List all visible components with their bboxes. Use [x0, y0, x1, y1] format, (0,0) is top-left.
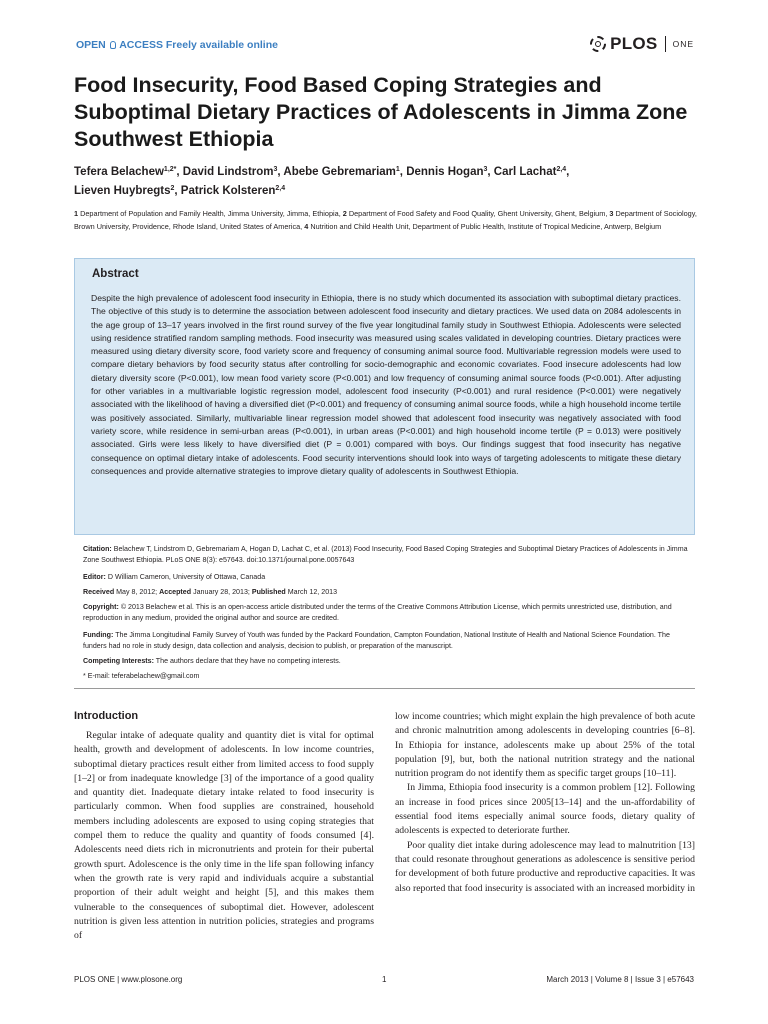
open-access-banner	[76, 39, 278, 51]
copyright: Copyright: © 2013 Belachew et al. This is an open-access article distributed under the terms of the Creative Commons Attribution License, which permits unrestricted use, distribution, and reproduction in any medium, provided the original author and source are credited.	[83, 603, 672, 622]
intro-paragraph: low income countries; which might explain the high prevalence of both acute and chronic malnutrition among adolescents in developing countries [6–8]. In Ethiopia for instance, adolescents make up about 25% of the total population [9], but, both the national nutrition strategy and the national nutrition program do not identify them as specific target groups [10–11].	[395, 711, 695, 780]
corresponding-email[interactable]: * E-mail: teferabelachew@gmail.com	[83, 672, 200, 680]
author: Carl Lachat$^{2,4}$	[493, 166, 567, 178]
article-title: Food Insecurity, Food Based Coping Strategies and Suboptimal Dietary Practices of Adolescents in Jimma Zone Southwest Ethiopia	[74, 73, 688, 151]
intro-paragraph: Poor quality diet intake during adolescence may lead to malnutrition [13] that could resonate throughout generations as adolescence is sensitive period for development of both future productive and reproductive capacities. It was also reported that food insecurity is associated with an increased morbidity in	[395, 839, 695, 894]
open-access-lock-icon	[110, 41, 116, 49]
funding: Funding: The Jimma Longitudinal Family Survey of Youth was funded by the Packard Foundation, Campton Foundation, National Institute of Health and National Science Foundation. The funders had no role in study design, data collection and analysis, decision to publish, or preparation of the manuscript.	[83, 631, 670, 650]
journal-header	[76, 34, 694, 54]
author: Dennis Hogan$^3$	[406, 166, 488, 178]
abstract-heading: Abstract	[92, 268, 139, 280]
intro-paragraph: Regular intake of adequate quality and quantity diet is vital for optimal health, growth and development of adolescents. In low income countries, suboptimal dietary practices result either from limited access to food supply [1–2] or from inadequate knowledge [3] of the importance of a good quality and quantity diet. Inadequate dietary intake related to food insecurity is particularly common. When food supplies are constrained, household members including adolescents are exposed to using coping strategies that compel them to reduce the quality and quantity of foods consumed [4]. Adolescents need diets rich in micronutrients and protein for their pubertal growth spurt. Adolescence is the only time in the life span following infancy when the growth rate is very rapid and individuals acquire a substantial proportion of their adult weight and height [5], and this makes them vulnerable to the consequences of suboptimal diet. However, adolescent nutrition is given less attention in nutrition policies, strategies and programs of	[74, 730, 374, 942]
footer-issue: March 2013 | Volume 8 | Issue 3 | e57643	[546, 975, 694, 984]
author: Abebe Gebremariam$^1$	[283, 166, 400, 178]
plos-gear-icon	[590, 36, 606, 52]
open-access-text: ACCESS Freely available online	[119, 39, 278, 51]
author: Lieven Huybregts$^2$	[74, 185, 175, 197]
author: David Lindstrom$^3$	[182, 166, 278, 178]
logo-divider	[665, 36, 666, 52]
abstract-text: Despite the high prevalence of adolescent food insecurity in Ethiopia, there is no study which documented its association with suboptimal dietary practices. The objective of this study is to determine the association between adolescent food insecurity and dietary practices. We used data on 2084 adolescents in the age group of 13–17 years involved in the first round survey of the five year longitudinal family study in Southwest Ethiopia. Adolescents were selected using residence stratified random sampling methods. Food insecurity was measured using scales validated in developing countries. Dietary practices were measured using dietary diversity score, food variety score and frequency of consuming animal source food. Multivariable regression models were used to compare dietary behaviors by food security status after controlling for socio-demographic and economic covariates. Food insecure adolescents had low dietary diversity score (P<0.001), low mean food variety score (P<0.001) and low frequency of consuming animal source foods (P<0.001). After adjusting for other variables in a multivariable logistic regression model, adolescent food insecurity (P<0.001) and rural residence (P<0.001) were negatively associated with the likelihood of having a diversified diet (P<0.001) and frequency of consuming animal source foods, while a high household income tertile was positively associated. Similarly, multivariable linear regression model showed that adolescent food insecurity was negatively associated with food variety score, while residence in semi-urban areas (P<0.001), in urban areas (P<0.001) and high household income tertile (P = 0.013) were positively associated. Girls were less likely to have diversified diet (P = 0.001) compared with boys. Our findings suggest that food insecurity has negative consequence on optimal dietary intake of adolescents. Food security interventions should look into ways of targeting adolescents to mitigate these dietary consequences and provide alternative strategies to improve dietary quality of adolescents in Southwest Ethiopia.	[91, 293, 681, 476]
affiliations: 1 Department of Population and Family Health, Jimma University, Jimma, Ethiopia, 2 Department of Food Safety and Food Quality, Ghent University, Ghent, Belgium, 3 Department of Sociology, Brown University, Providence, Rhode Island, United States of America, 4 Nutrition and Child Health Unit, Department of Public Health, Institute of Tropical Medicine, Antwerp, Belgium	[74, 209, 697, 231]
intro-paragraph: In Jimma, Ethiopia food insecurity is a common problem [12]. Following an increase in food prices since 2005[13–14] and the un-affordability of essential food items especially animal source foods, dietary quality of adolescents is expected to deteriorate further.	[395, 782, 695, 837]
plos-one-logo	[590, 34, 694, 54]
journal-subtitle: ONE	[672, 39, 694, 49]
right-column	[395, 710, 695, 896]
editor: Editor: D William Cameron, University of Ottawa, Canada	[83, 573, 266, 581]
author: Tefera Belachew$^{1,2*}$	[74, 166, 177, 178]
author: Patrick Kolsteren$^{2,4}$	[180, 185, 286, 197]
left-column	[74, 729, 374, 943]
introduction-heading: Introduction	[74, 710, 139, 722]
page-number: 1	[382, 975, 387, 984]
citation: Citation: Belachew T, Lindstrom D, Gebremariam A, Hogan D, Lachat C, et al. (2013) Food Insecurity, Food Based Coping Strategies and Suboptimal Dietary Practices of Adolescents in Jimma Zone Southwest Ethiopia. PLoS ONE 8(3): e57643. doi:10.1371/journal.pone.0057643	[83, 545, 688, 564]
footer-journal: PLOS ONE | www.plosone.org	[74, 975, 183, 984]
dates: Received May 8, 2012; Accepted January 28, 2013; Published March 12, 2013	[83, 588, 338, 596]
section-divider	[74, 688, 695, 689]
open-access-prefix: OPEN	[76, 39, 106, 51]
abstract-box	[74, 258, 695, 535]
plos-wordmark: PLOS	[610, 34, 658, 53]
competing-interests: Competing Interests: The authors declare that they have no competing interests.	[83, 657, 341, 665]
author-list: Tefera Belachew$^{1,2*}$, David Lindstrom$^3$, Abebe Gebremariam$^1$, Dennis Hogan$^3$, Carl Lachat$^{2,4}$, Lieven Huybregts$^2$, Patrick Kolsteren$^{2,4}$	[74, 166, 570, 197]
